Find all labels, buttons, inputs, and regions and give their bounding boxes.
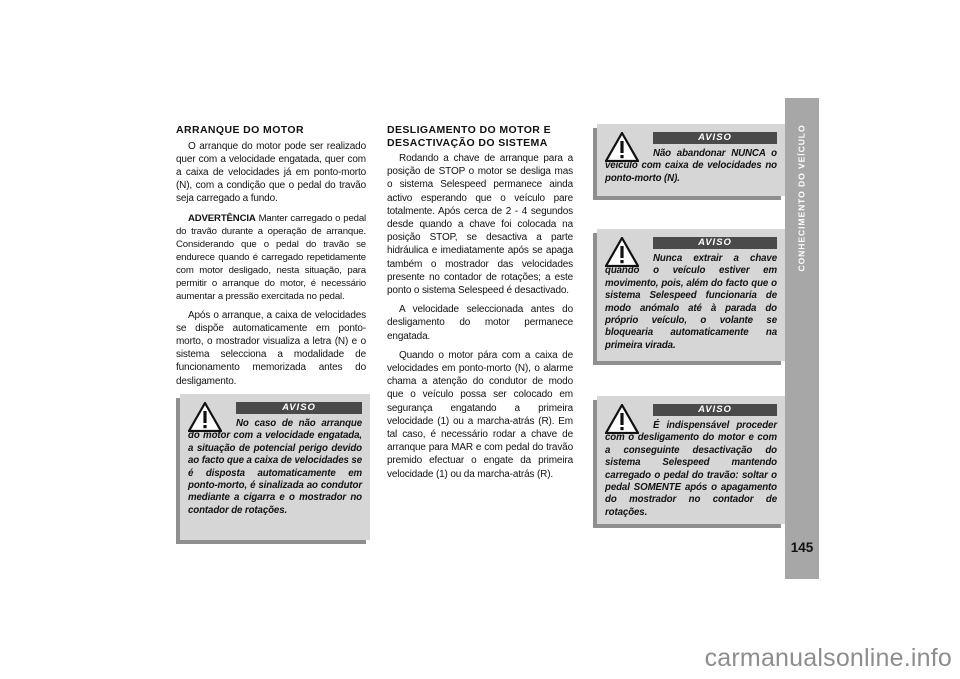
paragraph-arranque-1: O arranque do motor pode ser realizado quer com a velocidade engatada, quer com a caixa de velocidades já em ponto-morto (N), com a condição que o pedal do travão seja carregado a fundo. <box>176 140 366 205</box>
paragraph-advertencia <box>176 212 366 303</box>
advertencia-label: ADVERTÊNCIA <box>188 212 256 224</box>
advertencia-text: Manter carregado o pedal do travão durante a operação de arranque. Considerando que o pedal do travão se endurece quando é carregado repetidamente com motor desligado, nesta situação, para permitir o arranque do motor, é necessário aumentar a pressão exercitada no pedal. <box>176 212 366 302</box>
heading-desligamento: DESLIGAMENTO DO MOTOR E DESACTIVAÇÃO DO SISTEMA <box>387 124 551 149</box>
warning-box-4 <box>597 396 785 524</box>
column-left <box>176 124 366 394</box>
paragraph-desligamento-2: A velocidade seleccionada antes do desligamento do motor permanece engatada. <box>387 304 573 342</box>
heading-arranque: ARRANQUE DO MOTOR <box>176 124 304 136</box>
aviso-label: AVISO <box>653 132 777 144</box>
warning-box-1 <box>180 394 370 540</box>
chapter-title-text: CONHECIMENTO DO VEÍCULO <box>797 124 808 272</box>
warning-text-1: No caso de não arranque do motor com a velocidade engatada, a situação de potencial perigo devido ao facto que a caixa de velocidades se é disposta automaticamente em ponto-morto, é sinalizada ao condutor mediante a cigarra e o mostrador no contador de rotações. <box>188 418 362 516</box>
page-number: 145 <box>790 540 814 555</box>
column-middle <box>387 124 573 487</box>
chapter-title <box>785 98 819 298</box>
warning-box-2 <box>597 124 785 196</box>
aviso-label: AVISO <box>236 402 362 414</box>
paragraph-desligamento-1: Rodando a chave de arranque para a posição de STOP o motor se desliga mas o sistema Selespeed permanece ainda activo esperando que o veículo pare totalmente. Após cerca de 2 - 4 segundos desde quando a chave foi colocada na posição STOP, se desactiva a parte hidráulica e imediatamente após se apaga também o mostrador das velocidades presente no contador de rotações; a este ponto o sistema Selespeed é desactivado. <box>387 153 573 297</box>
paragraph-arranque-3: Após o arranque, a caixa de velocidades se dispõe automaticamente em ponto-morto, o mostrador visualiza a letra (N) e o sistema selecciona a modalidade de funcionamento memorizada antes do desligamento. <box>176 309 366 387</box>
watermark: carmanualsonline.info <box>704 644 952 672</box>
warning-text-3: Nunca extrair a chave quando o veículo estiver em movimento, pois, além do facto que o sistema Selespeed funcionaria de modo anómalo até à parada do próprio veículo, o volante se bloquearia automaticamente na primeira virada. <box>605 253 777 351</box>
aviso-label: AVISO <box>653 404 777 416</box>
warning-text-4: É indispensável proceder com o desligamento do motor e com a conseguinte desactivação do sistema Selespeed mantendo carregado o pedal do travão: soltar o pedal SOMENTE após o apagamento do mostrador no contador de rotações. <box>605 420 777 518</box>
warning-box-3 <box>597 229 785 361</box>
paragraph-desligamento-3: Quando o motor pára com a caixa de velocidades em ponto-morto (N), o alarme chama a atenção do condutor de modo que o veículo possa ser colocado em segurança engatando a primeira velocidade (1) ou a marcha-atrás (R). Em tal caso, é necessário rodar a chave de arranque para MAR e com pedal do travão premido efectuar o engate da primeira velocidade (1) ou da marcha-atrás (R). <box>387 349 573 480</box>
warning-text-2: Não abandonar NUNCA o veículo com caixa de velocidades no ponto-morto (N). <box>605 148 777 184</box>
aviso-label: AVISO <box>653 237 777 249</box>
